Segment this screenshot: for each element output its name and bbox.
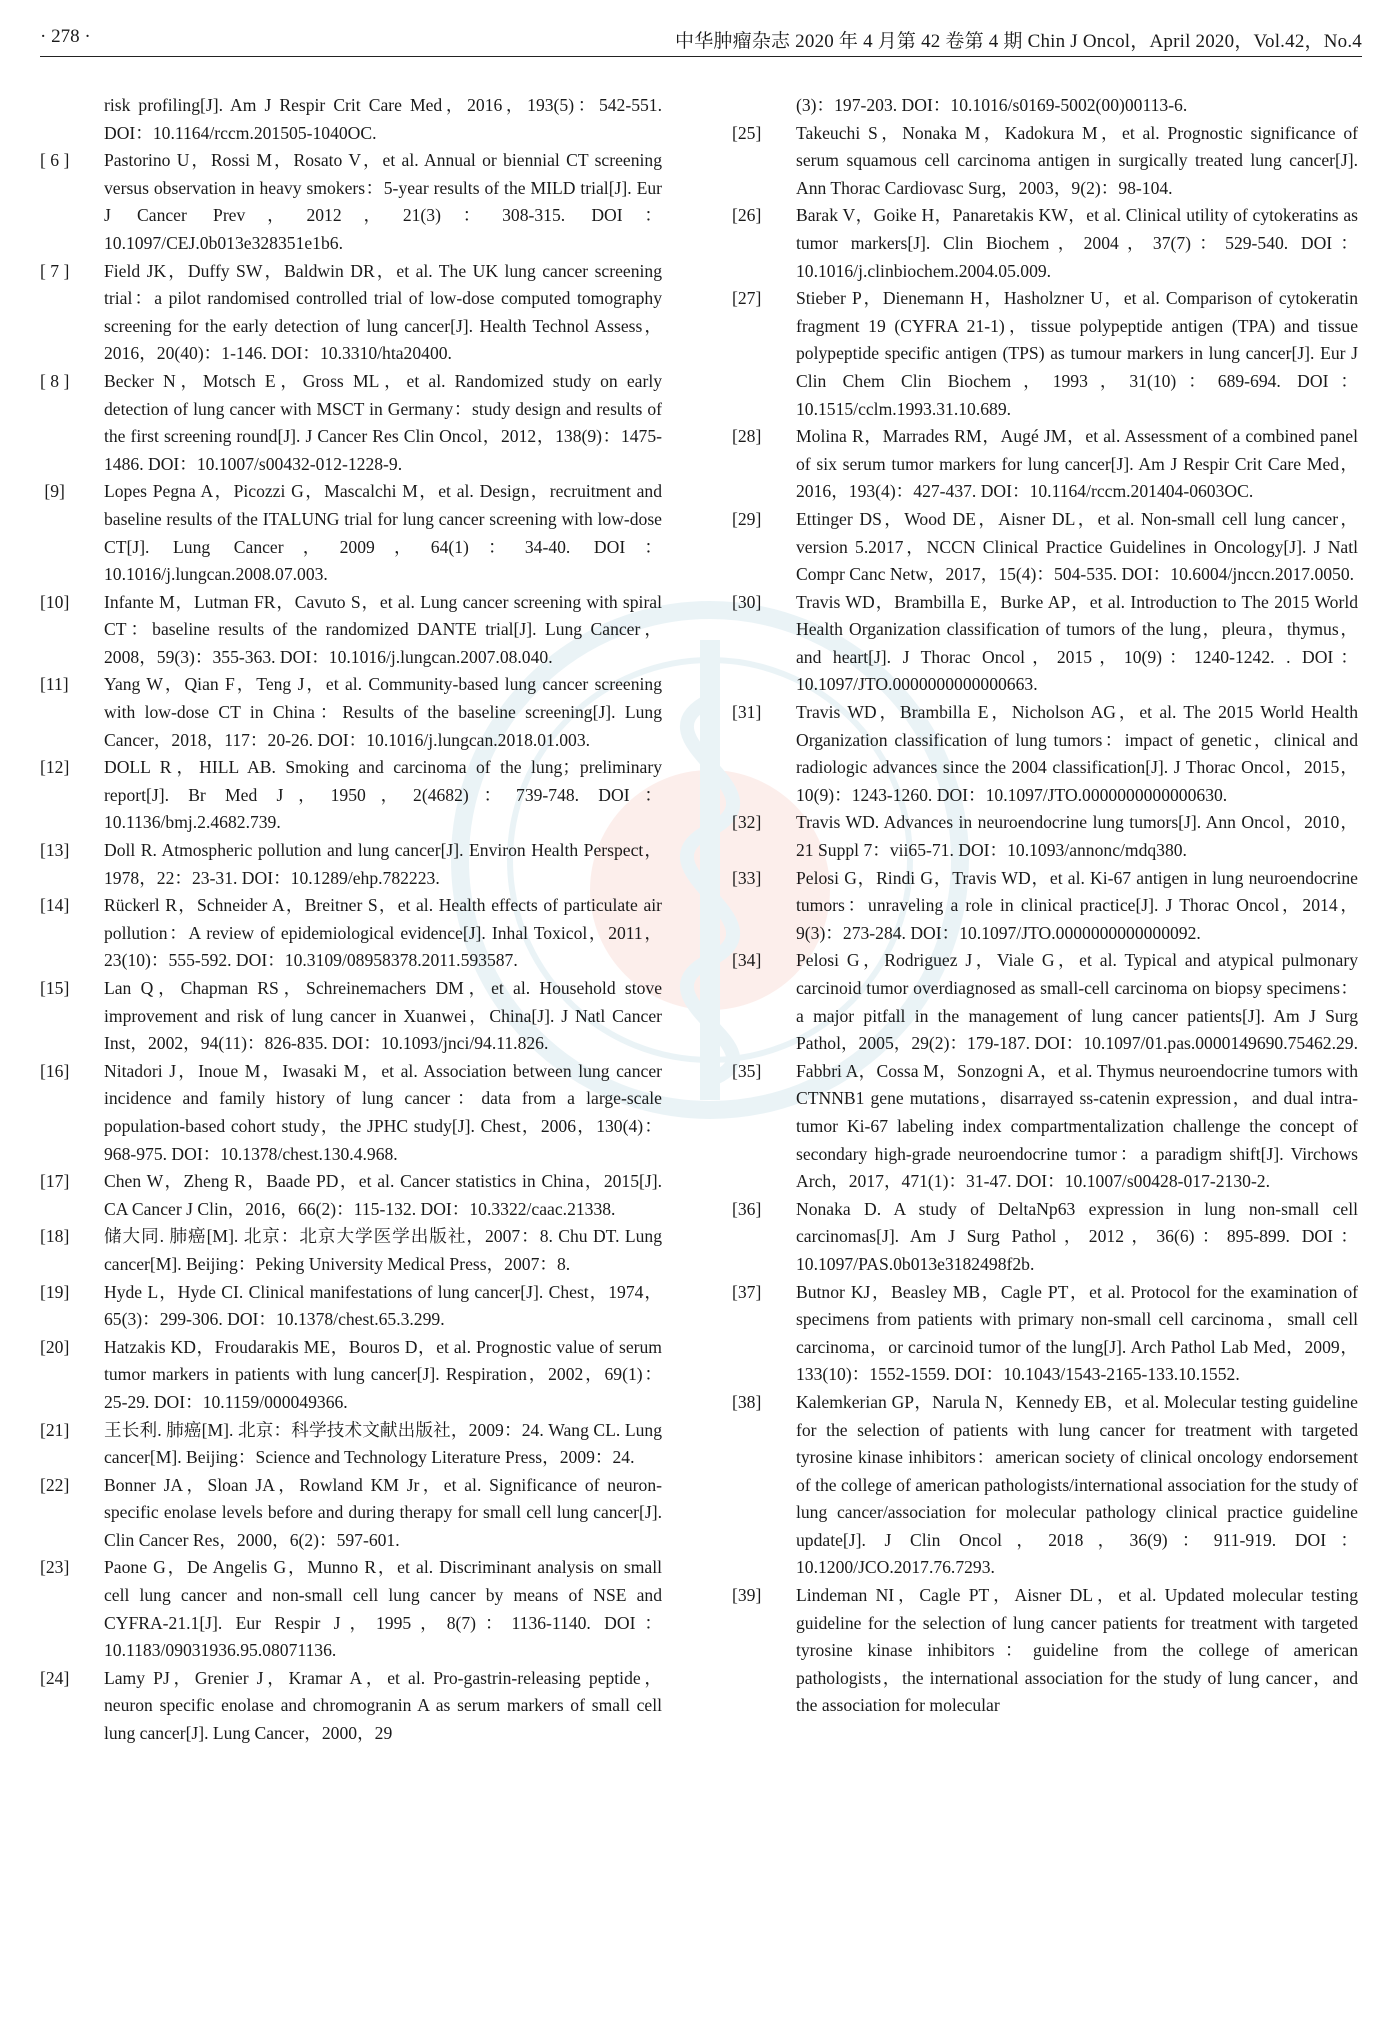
page-number: · 278 · xyxy=(40,26,91,47)
reference-text: Pastorino U，Rossi M，Rosato V，et al. Annual or biennial CT screening versus observation in heavy smokers：5-year results of the MILD trial[J]. Eur J Cancer Prev，2012，21(3)：308-315. DOI：10.1097/CEJ.0b013e328351e1b6. xyxy=(104,150,662,253)
reference-text: DOLL R，HILL AB. Smoking and carcinoma of the lung；preliminary report[J]. Br Med J，1950，2(4682)：739-748. DOI：10.1136/bmj.2.4682.739. xyxy=(104,757,662,833)
reference-entry xyxy=(40,92,662,147)
reference-number: [17] xyxy=(40,1171,70,1192)
left-reference-column xyxy=(40,92,662,1748)
reference-entry xyxy=(732,1196,1358,1279)
reference-number: [23] xyxy=(40,1557,70,1578)
reference-text: Becker N，Motsch E，Gross ML，et al. Randomized study on early detection of lung cancer with MSCT in Germany：study design and results of the first screening round[J]. J Cancer Res Clin Oncol，2012，138(9)：1475-1486. DOI：10.1007/s00432-012-1228-9. xyxy=(104,370,662,474)
reference-entry xyxy=(40,671,662,754)
reference-number: [ 8 ] xyxy=(40,370,70,391)
reference-text: Ettinger DS，Wood DE，Aisner DL，et al. Non-small cell lung cancer，version 5.2017，NCCN Clinical Practice Guidelines in Oncology[J]. J Natl Compr Canc Netw，2017，15(4)：504-535. DOI：10.6004/jnccn.2017.0050. xyxy=(796,508,1358,585)
reference-entry xyxy=(40,1554,662,1664)
reference-entry xyxy=(732,1279,1358,1389)
reference-text: Bonner JA，Sloan JA，Rowland KM Jr，et al. Significance of neuron-specific enolase levels before and during therapy for small cell lung cancer[J]. Clin Cancer Res，2000，6(2)：597-601. xyxy=(104,1474,662,1550)
reference-text: Chen W，Zheng R，Baade PD，et al. Cancer statistics in China，2015[J]. CA Cancer J Clin，2016，66(2)：115-132. DOI：10.3322/caac.21338. xyxy=(104,1171,662,1219)
reference-text: 王长利. 肺癌[M]. 北京：科学技术文献出版社，2009：24. Wang CL. Lung cancer[M]. Beijing：Science and Technology Literature Press，2009：24. xyxy=(104,1419,662,1468)
reference-number: [15] xyxy=(40,978,70,998)
reference-text: Takeuchi S，Nonaka M，Kadokura M，et al. Prognostic significance of serum squamous cell carcinoma antigen in surgically treated lung cancer[J]. Ann Thorac Cardiovasc Surg，2003，9(2)：98-104. xyxy=(796,122,1358,198)
reference-entry xyxy=(732,202,1358,285)
reference-number: [38] xyxy=(732,1391,762,1412)
reference-entry xyxy=(40,1472,662,1555)
reference-text: Lindeman NI，Cagle PT，Aisner DL，et al. Updated molecular testing guideline for the selection of lung cancer patients for treatment with targeted tyrosine kinase inhibitors：guideline from the college of american pathologists，the international association for the study of lung cancer，and the association for molecular xyxy=(796,1585,1358,1716)
reference-text: (3)：197-203. DOI：10.1016/s0169-5002(00)00113-6. xyxy=(796,95,1188,115)
reference-number: [21] xyxy=(40,1419,70,1440)
reference-number: [33] xyxy=(732,867,762,888)
reference-text: Butnor KJ，Beasley MB，Cagle PT，et al. Protocol for the examination of specimens from patients with primary non-small cell carcinoma，small cell carcinoma，or carcinoid tumor of the lung[J]. Arch Pathol Lab Med，2009，133(10)：1552-1559. DOI：10.1043/1543-2165-133.10.1552. xyxy=(796,1281,1358,1385)
reference-text: Fabbri A，Cossa M，Sonzogni A，et al. Thymus neuroendocrine tumors with CTNNB1 gene mutations，disarrayed ss-catenin expression，and dual intra-tumor Ki-67 labeling index compartmentalization challenge the concept of secondary high-grade neuroendocrine tumor：a paradigm shift[J]. Virchows Arch，2017，471(1)：31-47. DOI：10.1007/s00428-017-2130-2. xyxy=(796,1060,1358,1192)
reference-entry xyxy=(40,1417,662,1472)
reference-entry xyxy=(40,754,662,837)
reference-entry xyxy=(732,1582,1358,1720)
reference-entry xyxy=(40,368,662,478)
reference-text: 储大同. 肺癌[M]. 北京：北京大学医学出版社，2007：8. Chu DT. Lung cancer[M]. Beijing：Peking University Medical Press，2007：8. xyxy=(104,1226,662,1274)
reference-text: Lopes Pegna A，Picozzi G，Mascalchi M，et al. Design，recruitment and baseline results of the ITALUNG trial for lung cancer screening with low-dose CT[J]. Lung Cancer，2009，64(1)：34-40. DOI：10.1016/j.lungcan.2008.07.003. xyxy=(104,481,662,585)
reference-number: [35] xyxy=(732,1060,762,1081)
reference-number: [30] xyxy=(732,591,762,612)
reference-entry xyxy=(40,478,662,588)
reference-number: [10] xyxy=(40,591,70,612)
reference-entry xyxy=(732,120,1358,203)
reference-number: [32] xyxy=(732,812,762,833)
reference-entry xyxy=(732,865,1358,948)
reference-text: Doll R. Atmospheric pollution and lung cancer[J]. Environ Health Perspect，1978，22：23-31. DOI：10.1289/ehp.782223. xyxy=(104,840,662,888)
reference-text: Travis WD，Brambilla E，Nicholson AG，et al. The 2015 World Health Organization classification of lung tumors：impact of genetic，clinical and radiologic advances since the 2004 classification[J]. J Thorac Oncol，2015，10(9)：1243-1260. DOI：10.1097/JTO.0000000000000630. xyxy=(796,702,1358,805)
reference-entry xyxy=(40,1279,662,1334)
reference-entry xyxy=(732,92,1358,120)
reference-text: Travis WD，Brambilla E，Burke AP，et al. Introduction to The 2015 World Health Organization classification of tumors of the lung，pleura，thymus，and heart[J]. J Thorac Oncol，2015，10(9)：1240-1242. . DOI：10.1097/JTO.0000000000000663. xyxy=(796,591,1358,695)
reference-number: [39] xyxy=(732,1585,762,1606)
reference-number: [27] xyxy=(732,288,762,309)
reference-text: Hatzakis KD，Froudarakis ME，Bouros D，et al. Prognostic value of serum tumor markers in patients with lung cancer[J]. Respiration，2002，69(1)：25-29. DOI：10.1159/000049366. xyxy=(104,1336,662,1412)
reference-number: [11] xyxy=(40,674,69,695)
reference-number: [34] xyxy=(732,950,762,971)
reference-entry xyxy=(40,892,662,975)
reference-text: Travis WD. Advances in neuroendocrine lung tumors[J]. Ann Oncol，2010，21 Suppl 7：vii65-71. DOI：10.1093/annonc/mdq380. xyxy=(796,812,1358,861)
reference-entry xyxy=(40,1168,662,1223)
reference-number: [14] xyxy=(40,895,70,916)
reference-entry xyxy=(732,285,1358,423)
reference-text: Barak V，Goike H，Panaretakis KW，et al. Clinical utility of cytokeratins as tumor markers[J]. Clin Biochem，2004，37(7)：529-540. DOI：10.1016/j.clinbiochem.2004.05.009. xyxy=(796,205,1358,281)
reference-entry xyxy=(40,589,662,672)
reference-text: Pelosi G，Rodriguez J，Viale G，et al. Typical and atypical pulmonary carcinoid tumor overdiagnosed as small-cell carcinoma on biopsy specimens：a major pitfall in the management of lung cancer patients[J]. Am J Surg Pathol，2005，29(2)：179-187. DOI：10.1097/01.pas.0000149690.75462.29. xyxy=(796,950,1358,1054)
reference-entry xyxy=(732,1058,1358,1196)
reference-text: Yang W，Qian F，Teng J，et al. Community-based lung cancer screening with low-dose CT in China：Results of the baseline screening[J]. Lung Cancer，2018，117：20-26. DOI：10.1016/j.lungcan.2018.01.003. xyxy=(104,674,662,750)
reference-text: Paone G，De Angelis G，Munno R，et al. Discriminant analysis on small cell lung cancer and non-small cell lung cancer by means of NSE and CYFRA-21.1[J]. Eur Respir J，1995，8(7)：1136-1140. DOI：10.1183/09031936.95.08071136. xyxy=(104,1557,662,1661)
reference-number: [25] xyxy=(732,122,762,143)
reference-number: [9] xyxy=(40,481,65,502)
reference-text: Nonaka D. A study of DeltaNp63 expression in lung non-small cell carcinomas[J]. Am J Surg Pathol，2012，36(6)：895-899. DOI：10.1097/PAS.0b013e3182498f2b. xyxy=(796,1198,1358,1274)
reference-entry xyxy=(40,1058,662,1168)
reference-text: Rückerl R，Schneider A，Breitner S，et al. Health effects of particulate air pollution：A review of epidemiological evidence[J]. Inhal Toxicol，2011，23(10)：555-592. DOI：10.3109/08958378.2011.593587. xyxy=(104,895,662,971)
reference-entry xyxy=(40,1223,662,1278)
reference-text: Infante M，Lutman FR，Cavuto S，et al. Lung cancer screening with spiral CT：baseline results of the randomized DANTE trial[J]. Lung Cancer，2008，59(3)：355-363. DOI：10.1016/j.lungcan.2007.08.040. xyxy=(104,591,662,667)
reference-number: [16] xyxy=(40,1060,70,1081)
reference-entry xyxy=(40,147,662,257)
reference-number: [24] xyxy=(40,1667,70,1688)
reference-number: [12] xyxy=(40,757,70,778)
reference-text: risk profiling[J]. Am J Respir Crit Care Med，2016，193(5)：542-551. DOI：10.1164/rccm.201505-1040OC. xyxy=(104,95,662,143)
reference-number: [18] xyxy=(40,1226,70,1247)
reference-entry xyxy=(732,699,1358,809)
reference-entry xyxy=(732,809,1358,864)
reference-text: Stieber P，Dienemann H，Hasholzner U，et al. Comparison of cytokeratin fragment 19 (CYFRA 21-1)，tissue polypeptide antigen (TPA) and tissue polypeptide specific antigen (TPS) as tumour markers in lung cancer[J]. Eur J Clin Chem Clin Biochem，1993，31(10)：689-694. DOI：10.1515/cclm.1993.31.10.689. xyxy=(796,288,1358,419)
reference-entry xyxy=(732,506,1358,589)
reference-entry xyxy=(40,837,662,892)
right-reference-column xyxy=(732,92,1358,1720)
reference-number: [26] xyxy=(732,205,762,226)
reference-text: Nitadori J，Inoue M，Iwasaki M，et al. Association between lung cancer incidence and family history of lung cancer：data from a large-scale population-based cohort study，the JPHC study[J]. Chest，2006，130(4)：968-975. DOI：10.1378/chest.130.4.968. xyxy=(104,1060,662,1164)
reference-text: Kalemkerian GP，Narula N，Kennedy EB，et al. Molecular testing guideline for the selection of patients with lung cancer for treatment with targeted tyrosine kinase inhibitors：american society of clinical oncology endorsement of the college of american pathologists/international association for the study of lung cancer/association for molecular pathology clinical practice guideline update[J]. J Clin Oncol，2018，36(9)：911-919. DOI：10.1200/JCO.2017.76.7293. xyxy=(796,1391,1358,1578)
reference-text: Hyde L，Hyde CI. Clinical manifestations of lung cancer[J]. Chest，1974，65(3)：299-306. DOI：10.1378/chest.65.3.299. xyxy=(104,1281,662,1330)
reference-number: [20] xyxy=(40,1336,70,1357)
reference-number: [31] xyxy=(732,702,762,723)
reference-number: [29] xyxy=(732,508,762,529)
reference-text: Molina R，Marrades RM，Augé JM，et al. Assessment of a combined panel of six serum tumor markers for lung cancer[J]. Am J Respir Crit Care Med，2016，193(4)：427-437. DOI：10.1164/rccm.201404-0603OC. xyxy=(796,426,1358,502)
reference-number: [36] xyxy=(732,1198,762,1219)
reference-entry xyxy=(40,975,662,1058)
reference-entry xyxy=(40,1334,662,1417)
reference-entry xyxy=(732,589,1358,699)
reference-entry xyxy=(732,947,1358,1057)
reference-text: Lan Q，Chapman RS，Schreinemachers DM，et al. Household stove improvement and risk of lung cancer in Xuanwei，China[J]. J Natl Cancer Inst，2002，94(11)：826-835. DOI：10.1093/jnci/94.11.826. xyxy=(104,978,662,1054)
running-header xyxy=(40,26,1362,57)
reference-entry xyxy=(40,1665,662,1748)
reference-entry xyxy=(40,258,662,368)
journal-running-title: 中华肿瘤杂志 2020 年 4 月第 42 卷第 4 期 Chin J Oncol，April 2020，Vol.42，No.4 xyxy=(675,31,1362,52)
reference-text: Pelosi G，Rindi G，Travis WD，et al. Ki-67 antigen in lung neuroendocrine tumors：unraveling a role in clinical practice[J]. J Thorac Oncol，2014，9(3)：273-284. DOI：10.1097/JTO.0000000000000092. xyxy=(796,867,1358,943)
reference-text: Field JK，Duffy SW，Baldwin DR，et al. The UK lung cancer screening trial：a pilot randomised controlled trial of low-dose computed tomography screening for the early detection of lung cancer[J]. Health Technol Assess，2016，20(40)：1-146. DOI：10.3310/hta20400. xyxy=(104,260,662,364)
reference-number: [22] xyxy=(40,1474,70,1495)
reference-entry xyxy=(732,1389,1358,1582)
reference-number: [ 7 ] xyxy=(40,260,70,281)
reference-number: [13] xyxy=(40,840,70,861)
reference-number: [28] xyxy=(732,426,762,447)
reference-number: [37] xyxy=(732,1281,762,1302)
reference-entry xyxy=(732,423,1358,506)
reference-number: [ 6 ] xyxy=(40,150,70,171)
reference-text: Lamy PJ，Grenier J，Kramar A，et al. Pro-gastrin-releasing peptide，neuron specific enolase and chromogranin A as serum markers of small cell lung cancer[J]. Lung Cancer，2000，29 xyxy=(104,1667,662,1744)
reference-number: [19] xyxy=(40,1281,70,1302)
